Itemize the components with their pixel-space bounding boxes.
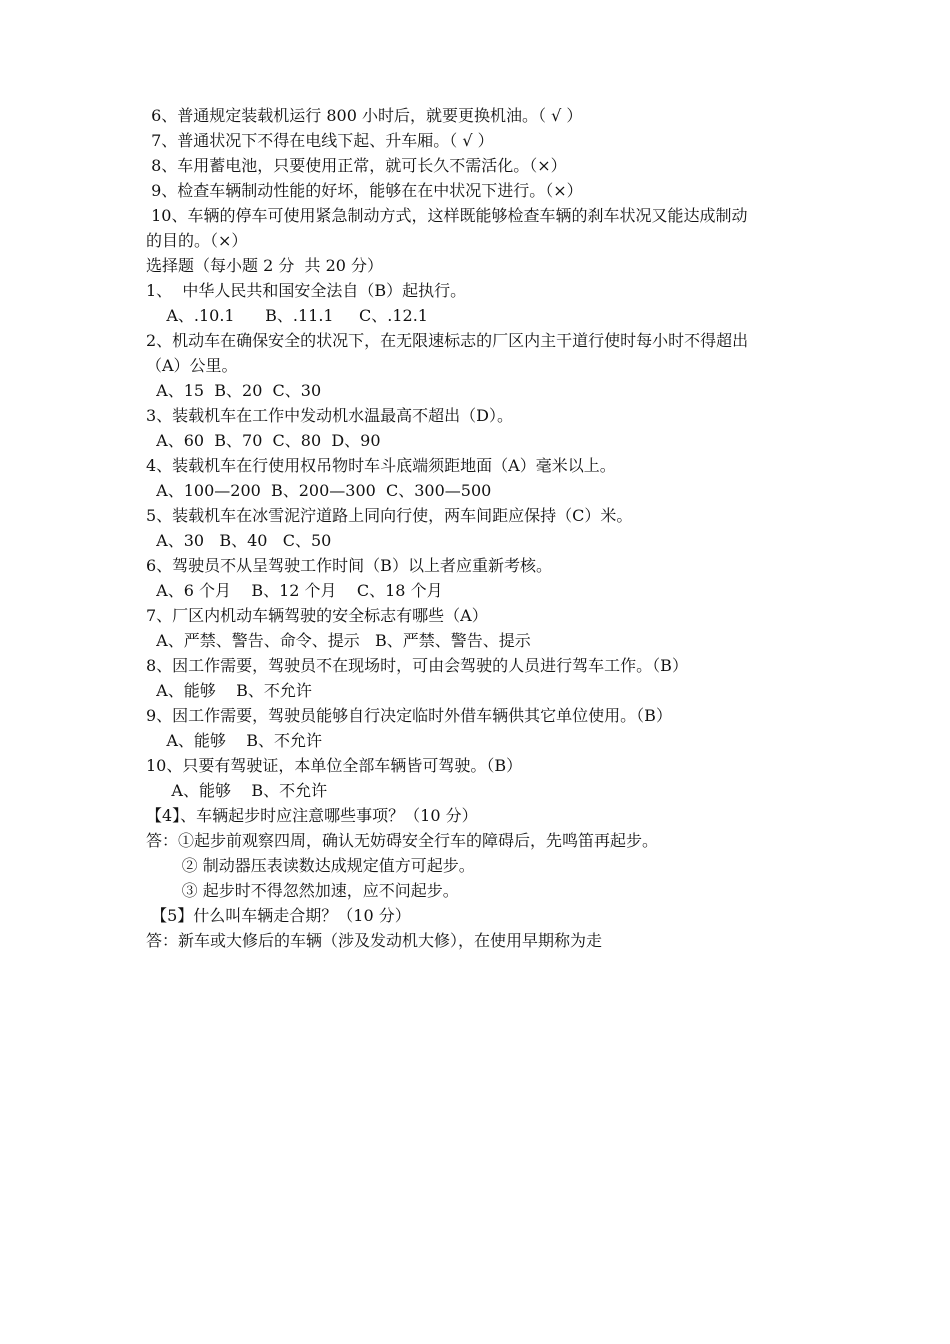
text-line: 的目的。（×） — [146, 231, 248, 250]
text-line: 10、车辆的停车可使用紧急制动方式，这样既能够检查车辆的刹车状况又能达成制动 — [146, 206, 748, 225]
option-line: A、30 B、40 C、50 — [146, 531, 332, 550]
answer-line: 答：①起步前观察四周，确认无妨碍安全行车的障碍后，先鸣笛再起步。 — [146, 831, 659, 850]
question-line: 【4】、车辆起步时应注意哪些事项？（10 分） — [146, 806, 478, 825]
question-line: 4、装载机车在行使用权吊物时车斗底端须距地面（A）毫米以上。 — [146, 456, 616, 475]
question-line: 5、装载机车在冰雪泥泞道路上同向行使，两车间距应保持（C）米。 — [146, 506, 633, 525]
answer-line: 答：新车或大修后的车辆（涉及发动机大修），在使用早期称为走 — [146, 931, 603, 950]
question-line: 9、因工作需要，驾驶员能够自行决定临时外借车辆供其它单位使用。（B） — [146, 706, 672, 725]
option-line: A、60 B、70 C、80 D、90 — [146, 431, 381, 450]
option-line: A、能够 B、不允许 — [146, 731, 323, 750]
section-heading: 选择题（每小题 2 分 共 20 分） — [146, 256, 384, 275]
option-line: A、能够 B、不允许 — [146, 781, 328, 800]
option-line: A、能够 B、不允许 — [146, 681, 312, 700]
option-line: A、严禁、警告、命令、提示 B、严禁、警告、提示 — [146, 631, 531, 650]
option-line: A、.10.1 B、.11.1 C、.12.1 — [146, 306, 428, 325]
answer-line: ② 制动器压表读数达成规定值方可起步。 — [146, 856, 475, 875]
text-line: 9、检查车辆制动性能的好坏，能够在在中状况下进行。（×） — [146, 181, 583, 200]
question-line: 10、只要有驾驶证，本单位全部车辆皆可驾驶。（B） — [146, 756, 523, 775]
question-line: （A）公里。 — [146, 356, 238, 375]
answer-line: ③ 起步时不得忽然加速，应不问起步。 — [146, 881, 459, 900]
question-line: 【5】什么叫车辆走合期？（10 分） — [146, 906, 411, 925]
question-line: 2、机动车在确保安全的状况下，在无限速标志的厂区内主干道行使时每小时不得超出 — [146, 331, 749, 350]
option-line: A、100—200 B、200—300 C、300—500 — [146, 481, 492, 500]
question-line: 8、因工作需要，驾驶员不在现场时，可由会驾驶的人员进行驾车工作。（B） — [146, 656, 688, 675]
text-line: 6、普通规定装载机运行 800 小时后，就要更换机油。（ √ ） — [146, 106, 583, 125]
text-line: 7、普通状况下不得在电线下起、升车厢。（ √ ） — [146, 131, 494, 150]
option-line: A、15 B、20 C、30 — [146, 381, 322, 400]
option-line: A、6 个月 B、12 个月 C、18 个月 — [146, 581, 443, 600]
question-line: 1、 中华人民共和国安全法自（B）起执行。 — [146, 281, 467, 300]
text-line: 8、车用蓄电池，只要使用正常，就可长久不需活化。（×） — [146, 156, 567, 175]
question-line: 6、驾驶员不从呈驾驶工作时间（B）以上者应重新考核。 — [146, 556, 552, 575]
question-line: 7、厂区内机动车辆驾驶的安全标志有哪些（A） — [146, 606, 488, 625]
question-line: 3、装载机车在工作中发动机水温最高不超出（D）。 — [146, 406, 514, 425]
